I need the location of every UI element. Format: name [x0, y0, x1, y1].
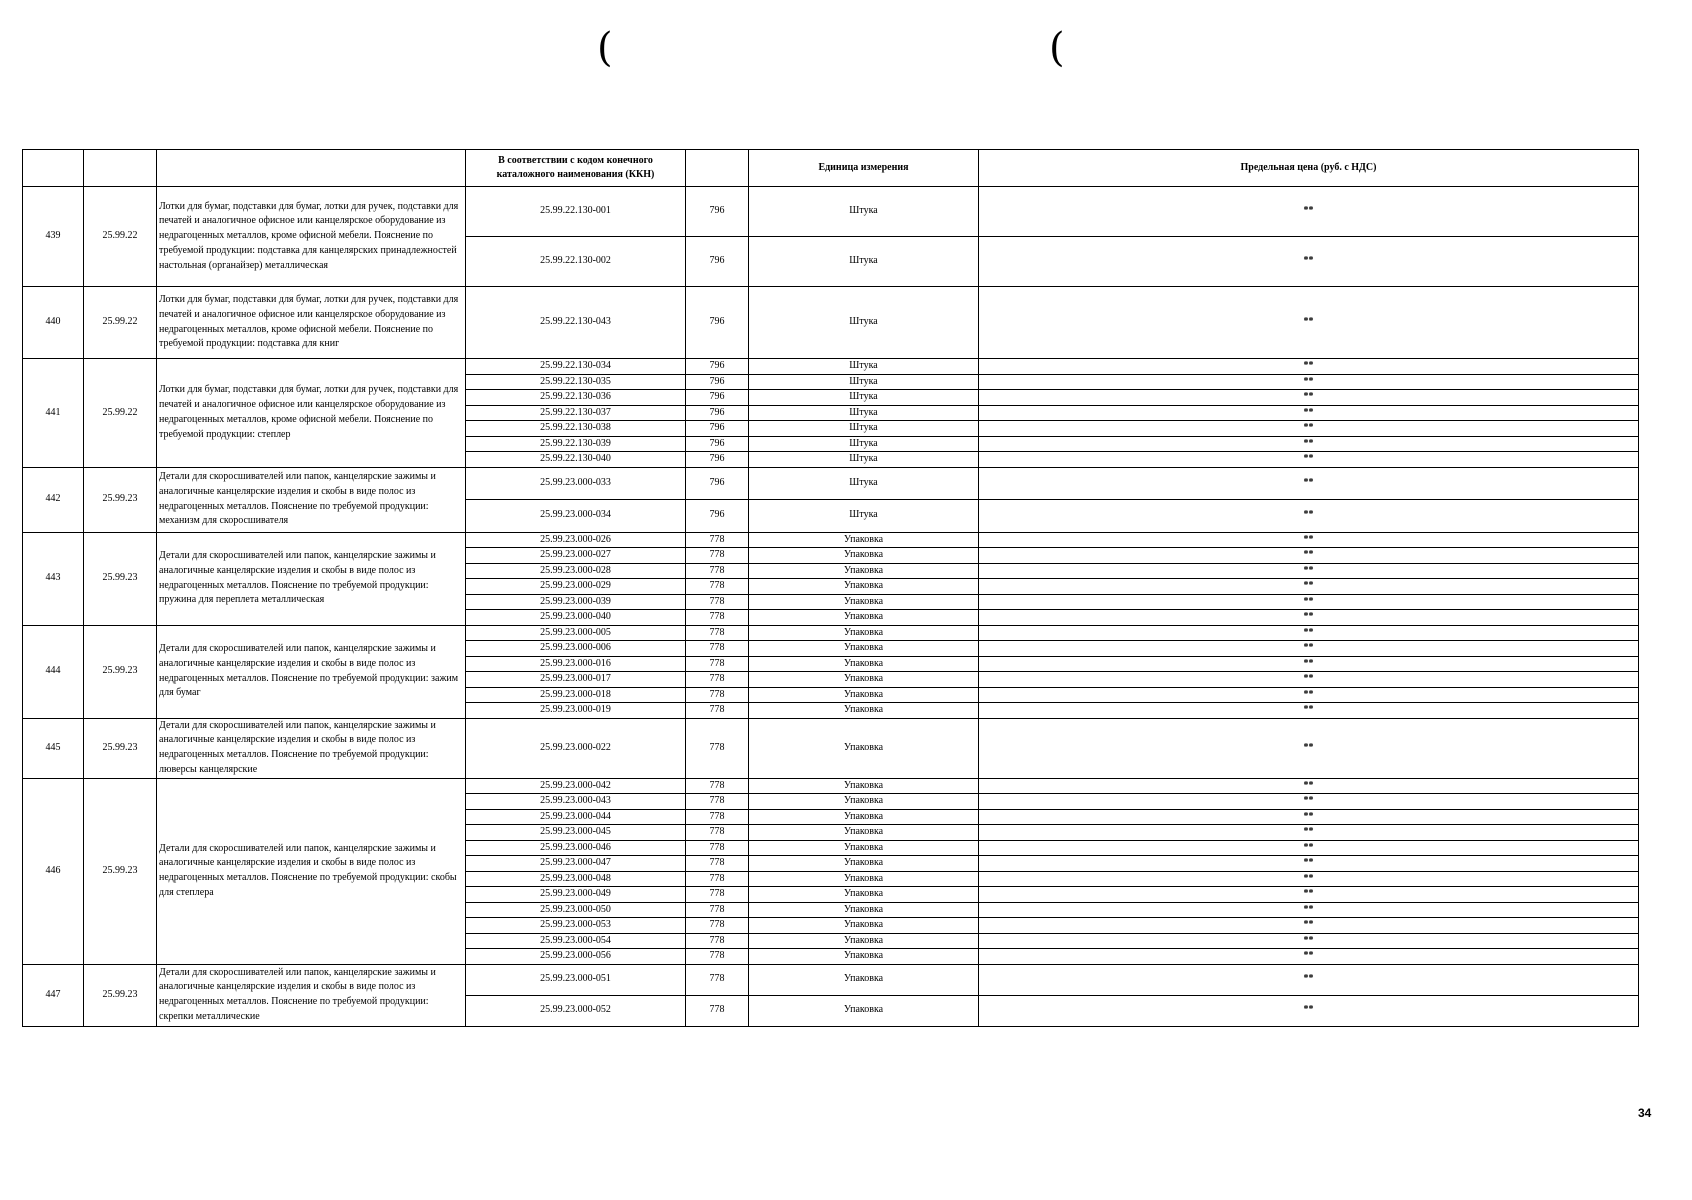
- kkn-code-cell: 25.99.23.000-018: [466, 687, 686, 703]
- header-num: [23, 150, 84, 187]
- price-cell: **: [979, 452, 1639, 468]
- unit-cell: Упаковка: [749, 548, 979, 564]
- okpd-code-cell: 25.99.23: [84, 625, 157, 718]
- unit-cell: Штука: [749, 421, 979, 437]
- price-cell: **: [979, 933, 1639, 949]
- price-table: [22, 149, 1639, 1027]
- kkn-code-cell: 25.99.23.000-029: [466, 579, 686, 595]
- okei-code-cell: 778: [686, 933, 749, 949]
- okei-code-cell: 778: [686, 548, 749, 564]
- unit-cell: Упаковка: [749, 656, 979, 672]
- description-cell: Детали для скоросшивателей или папок, канцелярские зажимы и аналогичные канцелярские изделия и скобы в виде полос из недрагоценных металлов. Пояснение по требуемой продукции: пружина для переплета металлическая: [157, 532, 466, 625]
- price-cell: **: [979, 672, 1639, 688]
- kkn-code-cell: 25.99.22.130-002: [466, 237, 686, 287]
- price-cell: **: [979, 625, 1639, 641]
- okpd-code-cell: 25.99.22: [84, 287, 157, 359]
- unit-cell: Упаковка: [749, 794, 979, 810]
- unit-cell: Упаковка: [749, 563, 979, 579]
- row-number-cell: 441: [23, 359, 84, 468]
- unit-cell: Упаковка: [749, 887, 979, 903]
- unit-cell: Упаковка: [749, 918, 979, 934]
- price-cell: **: [979, 995, 1639, 1026]
- price-cell: **: [979, 563, 1639, 579]
- price-cell: **: [979, 918, 1639, 934]
- kkn-code-cell: 25.99.22.130-037: [466, 405, 686, 421]
- unit-cell: Упаковка: [749, 871, 979, 887]
- kkn-code-cell: 25.99.22.130-039: [466, 436, 686, 452]
- kkn-code-cell: 25.99.23.000-005: [466, 625, 686, 641]
- table-body: [23, 187, 1639, 1027]
- kkn-code-cell: 25.99.23.000-043: [466, 794, 686, 810]
- table-row: [23, 532, 1639, 548]
- row-number-cell: 439: [23, 187, 84, 287]
- header-unit: Единица измерения: [749, 150, 979, 187]
- kkn-code-cell: 25.99.22.130-040: [466, 452, 686, 468]
- okei-code-cell: 778: [686, 871, 749, 887]
- unit-cell: Упаковка: [749, 778, 979, 794]
- kkn-code-cell: 25.99.23.000-048: [466, 871, 686, 887]
- unit-cell: Упаковка: [749, 964, 979, 995]
- unit-cell: Штука: [749, 452, 979, 468]
- okei-code-cell: 796: [686, 405, 749, 421]
- price-cell: **: [979, 374, 1639, 390]
- scan-mark-right: (: [1049, 25, 1065, 71]
- price-cell: **: [979, 532, 1639, 548]
- kkn-code-cell: 25.99.23.000-044: [466, 809, 686, 825]
- header-desc: [157, 150, 466, 187]
- table-row: [23, 625, 1639, 641]
- description-cell: Детали для скоросшивателей или папок, канцелярские зажимы и аналогичные канцелярские изделия и скобы в виде полос из недрагоценных металлов. Пояснение по требуемой продукции: скрепки металлические: [157, 964, 466, 1026]
- okpd-code-cell: 25.99.22: [84, 359, 157, 468]
- price-cell: **: [979, 287, 1639, 359]
- kkn-code-cell: 25.99.23.000-040: [466, 610, 686, 626]
- unit-cell: Упаковка: [749, 687, 979, 703]
- row-number-cell: 446: [23, 778, 84, 964]
- kkn-code-cell: 25.99.23.000-053: [466, 918, 686, 934]
- kkn-code-cell: 25.99.22.130-001: [466, 187, 686, 237]
- price-cell: **: [979, 703, 1639, 719]
- unit-cell: Упаковка: [749, 532, 979, 548]
- kkn-code-cell: 25.99.23.000-022: [466, 718, 686, 778]
- unit-cell: Упаковка: [749, 995, 979, 1026]
- kkn-code-cell: 25.99.22.130-043: [466, 287, 686, 359]
- okei-code-cell: 778: [686, 656, 749, 672]
- price-cell: **: [979, 641, 1639, 657]
- description-cell: Лотки для бумаг, подставки для бумаг, лотки для ручек, подставки для печатей и аналогичное офисное или канцелярское оборудование из недрагоценных металлов, кроме офисной мебели. Пояснение по требуемой продукции: подставка для канцелярских принадлежностей настольная (органайзер) металлическая: [157, 187, 466, 287]
- price-cell: **: [979, 840, 1639, 856]
- price-cell: **: [979, 436, 1639, 452]
- kkn-code-cell: 25.99.23.000-006: [466, 641, 686, 657]
- description-cell: Лотки для бумаг, подставки для бумаг, лотки для ручек, подставки для печатей и аналогичное офисное или канцелярское оборудование из недрагоценных металлов, кроме офисной мебели. Пояснение по требуемой продукции: степлер: [157, 359, 466, 468]
- table-row: [23, 187, 1639, 237]
- unit-cell: Штука: [749, 374, 979, 390]
- okei-code-cell: 796: [686, 287, 749, 359]
- okei-code-cell: 778: [686, 610, 749, 626]
- page-number: 34: [1638, 1106, 1652, 1120]
- okpd-code-cell: 25.99.23: [84, 532, 157, 625]
- header-kkn: В соответствии с кодом конечного каталожного наименования (ККН): [466, 150, 686, 187]
- okei-code-cell: 778: [686, 672, 749, 688]
- row-number-cell: 444: [23, 625, 84, 718]
- price-cell: **: [979, 949, 1639, 965]
- kkn-code-cell: 25.99.23.000-017: [466, 672, 686, 688]
- price-cell: **: [979, 610, 1639, 626]
- okei-code-cell: 778: [686, 718, 749, 778]
- header-price: Предельная цена (руб. с НДС): [979, 150, 1639, 187]
- unit-cell: Штука: [749, 237, 979, 287]
- okei-code-cell: 778: [686, 778, 749, 794]
- description-cell: Детали для скоросшивателей или папок, канцелярские зажимы и аналогичные канцелярские изделия и скобы в виде полос из недрагоценных металлов. Пояснение по требуемой продукции: механизм для скоросшивателя: [157, 467, 466, 532]
- price-cell: **: [979, 594, 1639, 610]
- row-number-cell: 445: [23, 718, 84, 778]
- kkn-code-cell: 25.99.22.130-036: [466, 390, 686, 406]
- kkn-code-cell: 25.99.23.000-045: [466, 825, 686, 841]
- price-cell: **: [979, 718, 1639, 778]
- header-okpd: [84, 150, 157, 187]
- kkn-code-cell: 25.99.23.000-027: [466, 548, 686, 564]
- okpd-code-cell: 25.99.23: [84, 467, 157, 532]
- unit-cell: Упаковка: [749, 949, 979, 965]
- price-cell: **: [979, 809, 1639, 825]
- kkn-code-cell: 25.99.23.000-026: [466, 532, 686, 548]
- unit-cell: Штука: [749, 436, 979, 452]
- okei-code-cell: 796: [686, 436, 749, 452]
- description-cell: Детали для скоросшивателей или папок, канцелярские зажимы и аналогичные канцелярские изделия и скобы в виде полос из недрагоценных металлов. Пояснение по требуемой продукции: скобы для степлера: [157, 778, 466, 964]
- okei-code-cell: 778: [686, 995, 749, 1026]
- kkn-code-cell: 25.99.23.000-046: [466, 840, 686, 856]
- unit-cell: Упаковка: [749, 703, 979, 719]
- unit-cell: Штука: [749, 287, 979, 359]
- okei-code-cell: 796: [686, 499, 749, 532]
- unit-cell: Упаковка: [749, 933, 979, 949]
- price-cell: **: [979, 579, 1639, 595]
- table-row: [23, 467, 1639, 499]
- description-cell: Лотки для бумаг, подставки для бумаг, лотки для ручек, подставки для печатей и аналогичное офисное или канцелярское оборудование из недрагоценных металлов, кроме офисной мебели. Пояснение по требуемой продукции: подставка для книг: [157, 287, 466, 359]
- kkn-code-cell: 25.99.23.000-016: [466, 656, 686, 672]
- okei-code-cell: 778: [686, 887, 749, 903]
- okpd-code-cell: 25.99.22: [84, 187, 157, 287]
- unit-cell: Упаковка: [749, 809, 979, 825]
- unit-cell: Упаковка: [749, 718, 979, 778]
- table-row: [23, 287, 1639, 359]
- okei-code-cell: 778: [686, 703, 749, 719]
- okei-code-cell: 778: [686, 918, 749, 934]
- price-cell: **: [979, 687, 1639, 703]
- row-number-cell: 442: [23, 467, 84, 532]
- price-cell: **: [979, 902, 1639, 918]
- okei-code-cell: 778: [686, 856, 749, 872]
- unit-cell: Упаковка: [749, 840, 979, 856]
- price-cell: **: [979, 825, 1639, 841]
- okei-code-cell: 796: [686, 390, 749, 406]
- price-cell: **: [979, 794, 1639, 810]
- kkn-code-cell: 25.99.23.000-047: [466, 856, 686, 872]
- unit-cell: Упаковка: [749, 625, 979, 641]
- okpd-code-cell: 25.99.23: [84, 964, 157, 1026]
- kkn-code-cell: 25.99.23.000-033: [466, 467, 686, 499]
- kkn-code-cell: 25.99.23.000-049: [466, 887, 686, 903]
- price-cell: **: [979, 856, 1639, 872]
- table-row: [23, 718, 1639, 778]
- price-cell: **: [979, 390, 1639, 406]
- kkn-code-cell: 25.99.23.000-054: [466, 933, 686, 949]
- okei-code-cell: 778: [686, 825, 749, 841]
- price-cell: **: [979, 499, 1639, 532]
- kkn-code-cell: 25.99.23.000-034: [466, 499, 686, 532]
- okpd-code-cell: 25.99.23: [84, 778, 157, 964]
- price-cell: **: [979, 887, 1639, 903]
- unit-cell: Упаковка: [749, 610, 979, 626]
- row-number-cell: 440: [23, 287, 84, 359]
- okei-code-cell: 778: [686, 794, 749, 810]
- okei-code-cell: 796: [686, 187, 749, 237]
- unit-cell: Штука: [749, 390, 979, 406]
- kkn-code-cell: 25.99.23.000-050: [466, 902, 686, 918]
- kkn-code-cell: 25.99.23.000-019: [466, 703, 686, 719]
- okei-code-cell: 778: [686, 579, 749, 595]
- header-okei: [686, 150, 749, 187]
- okei-code-cell: 778: [686, 902, 749, 918]
- okei-code-cell: 796: [686, 374, 749, 390]
- okei-code-cell: 796: [686, 421, 749, 437]
- unit-cell: Упаковка: [749, 594, 979, 610]
- okei-code-cell: 796: [686, 452, 749, 468]
- price-cell: **: [979, 871, 1639, 887]
- price-cell: **: [979, 964, 1639, 995]
- okei-code-cell: 796: [686, 467, 749, 499]
- unit-cell: Упаковка: [749, 579, 979, 595]
- scan-mark-left: (: [597, 25, 613, 71]
- okei-code-cell: 778: [686, 964, 749, 995]
- description-cell: Детали для скоросшивателей или папок, канцелярские зажимы и аналогичные канцелярские изделия и скобы в виде полос из недрагоценных металлов. Пояснение по требуемой продукции: зажим для бумаг: [157, 625, 466, 718]
- kkn-code-cell: 25.99.23.000-056: [466, 949, 686, 965]
- okei-code-cell: 796: [686, 237, 749, 287]
- price-cell: **: [979, 359, 1639, 375]
- okei-code-cell: 778: [686, 532, 749, 548]
- kkn-code-cell: 25.99.23.000-051: [466, 964, 686, 995]
- okei-code-cell: 778: [686, 625, 749, 641]
- row-number-cell: 443: [23, 532, 84, 625]
- okei-code-cell: 778: [686, 840, 749, 856]
- kkn-code-cell: 25.99.22.130-038: [466, 421, 686, 437]
- okei-code-cell: 778: [686, 563, 749, 579]
- price-cell: **: [979, 467, 1639, 499]
- price-cell: **: [979, 656, 1639, 672]
- unit-cell: Упаковка: [749, 825, 979, 841]
- okei-code-cell: 778: [686, 809, 749, 825]
- price-cell: **: [979, 778, 1639, 794]
- okei-code-cell: 796: [686, 359, 749, 375]
- price-cell: **: [979, 548, 1639, 564]
- unit-cell: Упаковка: [749, 856, 979, 872]
- kkn-code-cell: 25.99.23.000-028: [466, 563, 686, 579]
- unit-cell: Штука: [749, 467, 979, 499]
- price-cell: **: [979, 237, 1639, 287]
- unit-cell: Упаковка: [749, 672, 979, 688]
- price-cell: **: [979, 405, 1639, 421]
- unit-cell: Упаковка: [749, 902, 979, 918]
- unit-cell: Штука: [749, 187, 979, 237]
- unit-cell: Штука: [749, 359, 979, 375]
- table-row: [23, 964, 1639, 995]
- okei-code-cell: 778: [686, 687, 749, 703]
- okei-code-cell: 778: [686, 641, 749, 657]
- okpd-code-cell: 25.99.23: [84, 718, 157, 778]
- kkn-code-cell: 25.99.23.000-039: [466, 594, 686, 610]
- okei-code-cell: 778: [686, 594, 749, 610]
- unit-cell: Упаковка: [749, 641, 979, 657]
- kkn-code-cell: 25.99.23.000-052: [466, 995, 686, 1026]
- price-cell: **: [979, 187, 1639, 237]
- unit-cell: Штука: [749, 405, 979, 421]
- row-number-cell: 447: [23, 964, 84, 1026]
- kkn-code-cell: 25.99.22.130-035: [466, 374, 686, 390]
- unit-cell: Штука: [749, 499, 979, 532]
- price-cell: **: [979, 421, 1639, 437]
- table-row: [23, 778, 1639, 794]
- okei-code-cell: 778: [686, 949, 749, 965]
- kkn-code-cell: 25.99.23.000-042: [466, 778, 686, 794]
- description-cell: Детали для скоросшивателей или папок, канцелярские зажимы и аналогичные канцелярские изделия и скобы в виде полос из недрагоценных металлов. Пояснение по требуемой продукции: люверсы канцелярские: [157, 718, 466, 778]
- kkn-code-cell: 25.99.22.130-034: [466, 359, 686, 375]
- table-row: [23, 359, 1639, 375]
- table-header-row: [23, 150, 1639, 187]
